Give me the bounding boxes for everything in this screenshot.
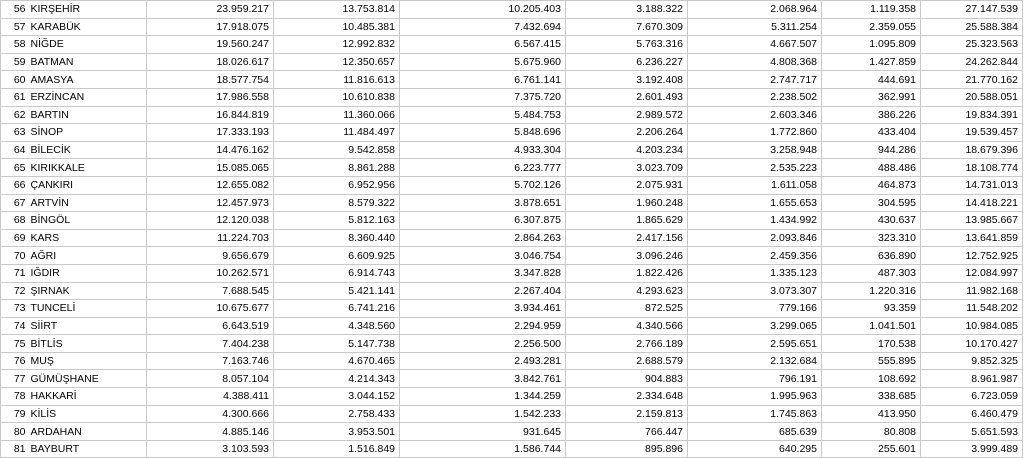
rank-cell[interactable]: 60: [1, 71, 29, 89]
table-row: [1, 370, 1023, 388]
value-cell[interactable]: 895.896: [566, 440, 688, 458]
value-cell[interactable]: 17.918.075: [147, 18, 274, 36]
value-cell[interactable]: 11.816.613: [274, 71, 400, 89]
value-cell[interactable]: 488.486: [822, 159, 921, 177]
value-cell[interactable]: 6.609.925: [274, 247, 400, 265]
value-cell[interactable]: 2.747.717: [688, 71, 822, 89]
province-name-cell[interactable]: NİĞDE: [29, 36, 147, 54]
value-cell[interactable]: 685.639: [688, 423, 822, 441]
table-row: [1, 229, 1023, 247]
rank-cell[interactable]: 65: [1, 159, 29, 177]
value-cell[interactable]: 2.206.264: [566, 124, 688, 142]
rank-cell[interactable]: 70: [1, 247, 29, 265]
value-cell[interactable]: 2.459.356: [688, 247, 822, 265]
value-cell[interactable]: 3.192.408: [566, 71, 688, 89]
value-cell[interactable]: 555.895: [822, 352, 921, 370]
value-cell[interactable]: 6.914.743: [274, 264, 400, 282]
rank-cell[interactable]: 62: [1, 106, 29, 124]
province-name-cell[interactable]: HAKKARİ: [29, 388, 147, 406]
value-cell[interactable]: 1.095.809: [822, 36, 921, 54]
rank-cell[interactable]: 75: [1, 335, 29, 353]
table-row: [1, 194, 1023, 212]
value-cell[interactable]: 5.812.163: [274, 212, 400, 230]
value-cell[interactable]: 3.046.754: [400, 247, 566, 265]
value-cell[interactable]: 11.360.066: [274, 106, 400, 124]
value-cell[interactable]: 12.752.925: [921, 247, 1023, 265]
province-name-cell[interactable]: ÇANKIRI: [29, 176, 147, 194]
table-row: [1, 423, 1023, 441]
value-cell[interactable]: 3.023.709: [566, 159, 688, 177]
value-cell[interactable]: 7.404.238: [147, 335, 274, 353]
value-cell[interactable]: 6.236.227: [566, 53, 688, 71]
value-cell[interactable]: 255.601: [822, 440, 921, 458]
value-cell[interactable]: 11.484.497: [274, 124, 400, 142]
value-cell[interactable]: 4.348.560: [274, 317, 400, 335]
table-row: [1, 159, 1023, 177]
rank-cell[interactable]: 74: [1, 317, 29, 335]
value-cell[interactable]: 9.852.325: [921, 352, 1023, 370]
value-cell[interactable]: 4.340.566: [566, 317, 688, 335]
value-cell[interactable]: 1.960.248: [566, 194, 688, 212]
value-cell[interactable]: 4.203.234: [566, 141, 688, 159]
value-cell[interactable]: 2.267.404: [400, 282, 566, 300]
value-cell[interactable]: 10.485.381: [274, 18, 400, 36]
value-cell[interactable]: 14.476.162: [147, 141, 274, 159]
value-cell[interactable]: 12.120.038: [147, 212, 274, 230]
value-cell[interactable]: 2.595.651: [688, 335, 822, 353]
table-row: [1, 247, 1023, 265]
province-name-cell[interactable]: ARDAHAN: [29, 423, 147, 441]
province-name-cell[interactable]: KIRŞEHİR: [29, 1, 147, 19]
value-cell[interactable]: 2.068.964: [688, 1, 822, 19]
province-name-cell[interactable]: KARS: [29, 229, 147, 247]
province-name-cell[interactable]: ARTVİN: [29, 194, 147, 212]
value-cell[interactable]: 1.516.849: [274, 440, 400, 458]
value-cell[interactable]: 2.535.223: [688, 159, 822, 177]
value-cell[interactable]: 1.772.860: [688, 124, 822, 142]
value-cell[interactable]: 4.933.304: [400, 141, 566, 159]
rank-cell[interactable]: 69: [1, 229, 29, 247]
rank-cell[interactable]: 61: [1, 88, 29, 106]
value-cell[interactable]: 12.992.832: [274, 36, 400, 54]
rank-cell[interactable]: 79: [1, 405, 29, 423]
value-cell[interactable]: 24.262.844: [921, 53, 1023, 71]
value-cell[interactable]: 9.542.858: [274, 141, 400, 159]
province-name-cell[interactable]: IĞDIR: [29, 264, 147, 282]
value-cell[interactable]: 5.147.738: [274, 335, 400, 353]
value-cell[interactable]: 21.770.162: [921, 71, 1023, 89]
value-cell[interactable]: 338.685: [822, 388, 921, 406]
value-cell[interactable]: 8.579.322: [274, 194, 400, 212]
value-cell[interactable]: 464.873: [822, 176, 921, 194]
table-row: [1, 264, 1023, 282]
value-cell[interactable]: 23.959.217: [147, 1, 274, 19]
value-cell[interactable]: 904.883: [566, 370, 688, 388]
rank-cell[interactable]: 77: [1, 370, 29, 388]
value-cell[interactable]: 93.359: [822, 300, 921, 318]
value-cell[interactable]: 10.205.403: [400, 1, 566, 19]
value-cell[interactable]: 8.861.288: [274, 159, 400, 177]
rank-cell[interactable]: 76: [1, 352, 29, 370]
value-cell[interactable]: 7.375.720: [400, 88, 566, 106]
value-cell[interactable]: 304.595: [822, 194, 921, 212]
value-cell[interactable]: 766.447: [566, 423, 688, 441]
province-name-cell[interactable]: ERZİNCAN: [29, 88, 147, 106]
value-cell[interactable]: 2.601.493: [566, 88, 688, 106]
value-cell[interactable]: 14.418.221: [921, 194, 1023, 212]
value-cell[interactable]: 1.822.426: [566, 264, 688, 282]
value-cell[interactable]: 1.745.863: [688, 405, 822, 423]
value-cell[interactable]: 25.323.563: [921, 36, 1023, 54]
value-cell[interactable]: 8.360.440: [274, 229, 400, 247]
table-row: [1, 124, 1023, 142]
value-cell[interactable]: 386.226: [822, 106, 921, 124]
value-cell[interactable]: 19.539.457: [921, 124, 1023, 142]
value-cell[interactable]: 9.656.679: [147, 247, 274, 265]
province-name-cell[interactable]: KİLİS: [29, 405, 147, 423]
value-cell[interactable]: 4.808.368: [688, 53, 822, 71]
value-cell[interactable]: 18.679.396: [921, 141, 1023, 159]
table-row: [1, 53, 1023, 71]
value-cell[interactable]: 3.299.065: [688, 317, 822, 335]
value-cell[interactable]: 931.645: [400, 423, 566, 441]
value-cell[interactable]: 6.460.479: [921, 405, 1023, 423]
value-cell[interactable]: 7.432.694: [400, 18, 566, 36]
value-cell[interactable]: 6.567.415: [400, 36, 566, 54]
value-cell[interactable]: 5.421.141: [274, 282, 400, 300]
table-row: [1, 335, 1023, 353]
value-cell[interactable]: 1.344.259: [400, 388, 566, 406]
value-cell[interactable]: 872.525: [566, 300, 688, 318]
value-cell[interactable]: 6.307.875: [400, 212, 566, 230]
value-cell[interactable]: 4.293.623: [566, 282, 688, 300]
value-cell[interactable]: 19.834.391: [921, 106, 1023, 124]
value-cell[interactable]: 1.655.653: [688, 194, 822, 212]
value-cell[interactable]: 3.103.593: [147, 440, 274, 458]
value-cell[interactable]: 27.147.539: [921, 1, 1023, 19]
value-cell[interactable]: 433.404: [822, 124, 921, 142]
value-cell[interactable]: 8.961.987: [921, 370, 1023, 388]
table-row: [1, 1, 1023, 19]
table-row: [1, 36, 1023, 54]
rank-cell[interactable]: 72: [1, 282, 29, 300]
value-cell[interactable]: 636.890: [822, 247, 921, 265]
province-name-cell[interactable]: SİİRT: [29, 317, 147, 335]
province-name-cell[interactable]: SİNOP: [29, 124, 147, 142]
value-cell[interactable]: 6.223.777: [400, 159, 566, 177]
value-cell[interactable]: 11.224.703: [147, 229, 274, 247]
province-name-cell[interactable]: BİLECİK: [29, 141, 147, 159]
value-cell[interactable]: 8.057.104: [147, 370, 274, 388]
value-cell[interactable]: 1.434.992: [688, 212, 822, 230]
value-cell[interactable]: 413.950: [822, 405, 921, 423]
province-name-cell[interactable]: BİNGÖL: [29, 212, 147, 230]
value-cell[interactable]: 1.586.744: [400, 440, 566, 458]
value-cell[interactable]: 18.108.774: [921, 159, 1023, 177]
value-cell[interactable]: 1.220.316: [822, 282, 921, 300]
value-cell[interactable]: 10.675.677: [147, 300, 274, 318]
value-cell[interactable]: 5.848.696: [400, 124, 566, 142]
value-cell[interactable]: 4.885.146: [147, 423, 274, 441]
value-cell[interactable]: 1.427.859: [822, 53, 921, 71]
value-cell[interactable]: 6.952.956: [274, 176, 400, 194]
table-row: [1, 212, 1023, 230]
province-name-cell[interactable]: BATMAN: [29, 53, 147, 71]
value-cell[interactable]: 10.610.838: [274, 88, 400, 106]
value-cell[interactable]: 362.991: [822, 88, 921, 106]
value-cell[interactable]: 4.388.411: [147, 388, 274, 406]
rank-cell[interactable]: 64: [1, 141, 29, 159]
table-row: [1, 176, 1023, 194]
value-cell[interactable]: 18.577.754: [147, 71, 274, 89]
value-cell[interactable]: 108.692: [822, 370, 921, 388]
province-name-cell[interactable]: TUNCELİ: [29, 300, 147, 318]
value-cell[interactable]: 323.310: [822, 229, 921, 247]
rank-cell[interactable]: 59: [1, 53, 29, 71]
value-cell[interactable]: 640.295: [688, 440, 822, 458]
table-body: [1, 1, 1023, 458]
value-cell[interactable]: 5.675.960: [400, 53, 566, 71]
value-cell[interactable]: 3.999.489: [921, 440, 1023, 458]
rank-cell[interactable]: 66: [1, 176, 29, 194]
value-cell[interactable]: 7.670.309: [566, 18, 688, 36]
value-cell[interactable]: 25.588.384: [921, 18, 1023, 36]
value-cell[interactable]: 2.359.055: [822, 18, 921, 36]
value-cell[interactable]: 2.603.346: [688, 106, 822, 124]
value-cell[interactable]: 2.256.500: [400, 335, 566, 353]
table-row: [1, 440, 1023, 458]
table-row: [1, 300, 1023, 318]
value-cell[interactable]: 5.484.753: [400, 106, 566, 124]
value-cell[interactable]: 17.986.558: [147, 88, 274, 106]
value-cell[interactable]: 17.333.193: [147, 124, 274, 142]
rank-cell[interactable]: 71: [1, 264, 29, 282]
value-cell[interactable]: 2.766.189: [566, 335, 688, 353]
value-cell[interactable]: 13.985.667: [921, 212, 1023, 230]
value-cell[interactable]: 6.761.141: [400, 71, 566, 89]
rank-cell[interactable]: 68: [1, 212, 29, 230]
value-cell[interactable]: 1.119.358: [822, 1, 921, 19]
province-name-cell[interactable]: BİTLİS: [29, 335, 147, 353]
value-cell[interactable]: 12.457.973: [147, 194, 274, 212]
table-row: [1, 317, 1023, 335]
province-name-cell[interactable]: ŞIRNAK: [29, 282, 147, 300]
province-name-cell[interactable]: KIRIKKALE: [29, 159, 147, 177]
value-cell[interactable]: 430.637: [822, 212, 921, 230]
table-row: [1, 71, 1023, 89]
value-cell[interactable]: 6.643.519: [147, 317, 274, 335]
rank-cell[interactable]: 81: [1, 440, 29, 458]
value-cell[interactable]: 3.096.246: [566, 247, 688, 265]
value-cell[interactable]: 5.311.254: [688, 18, 822, 36]
value-cell[interactable]: 779.166: [688, 300, 822, 318]
table-row: [1, 405, 1023, 423]
province-name-cell[interactable]: AMASYA: [29, 71, 147, 89]
rank-cell[interactable]: 57: [1, 18, 29, 36]
value-cell[interactable]: 796.191: [688, 370, 822, 388]
value-cell[interactable]: 11.548.202: [921, 300, 1023, 318]
province-name-cell[interactable]: KARABÜK: [29, 18, 147, 36]
table-row: [1, 88, 1023, 106]
value-cell[interactable]: 3.953.501: [274, 423, 400, 441]
value-cell[interactable]: 3.188.322: [566, 1, 688, 19]
value-cell[interactable]: 444.691: [822, 71, 921, 89]
value-cell[interactable]: 11.982.168: [921, 282, 1023, 300]
table-row: [1, 388, 1023, 406]
value-cell[interactable]: 5.651.593: [921, 423, 1023, 441]
value-cell[interactable]: 2.238.502: [688, 88, 822, 106]
value-cell[interactable]: 487.303: [822, 264, 921, 282]
table-row: [1, 18, 1023, 36]
value-cell[interactable]: 2.758.433: [274, 405, 400, 423]
value-cell[interactable]: 10.170.427: [921, 335, 1023, 353]
value-cell[interactable]: 2.688.579: [566, 352, 688, 370]
table-row: [1, 352, 1023, 370]
province-name-cell[interactable]: BARTIN: [29, 106, 147, 124]
rank-cell[interactable]: 80: [1, 423, 29, 441]
value-cell[interactable]: 7.688.545: [147, 282, 274, 300]
value-cell[interactable]: 20.588.051: [921, 88, 1023, 106]
value-cell[interactable]: 3.347.828: [400, 264, 566, 282]
province-name-cell[interactable]: GÜMÜŞHANE: [29, 370, 147, 388]
rank-cell[interactable]: 63: [1, 124, 29, 142]
value-cell[interactable]: 1.995.963: [688, 388, 822, 406]
value-cell[interactable]: 4.667.507: [688, 36, 822, 54]
value-cell[interactable]: 5.702.126: [400, 176, 566, 194]
value-cell[interactable]: 4.300.666: [147, 405, 274, 423]
rank-cell[interactable]: 78: [1, 388, 29, 406]
value-cell[interactable]: 4.670.465: [274, 352, 400, 370]
rank-cell[interactable]: 73: [1, 300, 29, 318]
value-cell[interactable]: 6.741.216: [274, 300, 400, 318]
province-name-cell[interactable]: MUŞ: [29, 352, 147, 370]
value-cell[interactable]: 16.844.819: [147, 106, 274, 124]
value-cell[interactable]: 3.044.152: [274, 388, 400, 406]
rank-cell[interactable]: 56: [1, 1, 29, 19]
value-cell[interactable]: 10.984.085: [921, 317, 1023, 335]
value-cell[interactable]: 19.560.247: [147, 36, 274, 54]
value-cell[interactable]: 2.294.959: [400, 317, 566, 335]
value-cell[interactable]: 1.865.629: [566, 212, 688, 230]
value-cell[interactable]: 3.258.948: [688, 141, 822, 159]
value-cell[interactable]: 1.041.501: [822, 317, 921, 335]
value-cell[interactable]: 2.132.684: [688, 352, 822, 370]
value-cell[interactable]: 2.493.281: [400, 352, 566, 370]
value-cell[interactable]: 2.864.263: [400, 229, 566, 247]
value-cell[interactable]: 18.026.617: [147, 53, 274, 71]
table-row: [1, 282, 1023, 300]
province-name-cell[interactable]: BAYBURT: [29, 440, 147, 458]
value-cell[interactable]: 2.989.572: [566, 106, 688, 124]
value-cell[interactable]: 1.335.123: [688, 264, 822, 282]
value-cell[interactable]: 15.085.065: [147, 159, 274, 177]
value-cell[interactable]: 10.262.571: [147, 264, 274, 282]
value-cell[interactable]: 3.878.651: [400, 194, 566, 212]
value-cell[interactable]: 5.763.316: [566, 36, 688, 54]
value-cell[interactable]: 12.655.082: [147, 176, 274, 194]
rank-cell[interactable]: 67: [1, 194, 29, 212]
value-cell[interactable]: 13.753.814: [274, 1, 400, 19]
value-cell[interactable]: 7.163.746: [147, 352, 274, 370]
value-cell[interactable]: 80.808: [822, 423, 921, 441]
value-cell[interactable]: 1.542.233: [400, 405, 566, 423]
value-cell[interactable]: 2.159.813: [566, 405, 688, 423]
value-cell[interactable]: 12.350.657: [274, 53, 400, 71]
value-cell[interactable]: 170.538: [822, 335, 921, 353]
value-cell[interactable]: 2.075.931: [566, 176, 688, 194]
table-row: [1, 141, 1023, 159]
value-cell[interactable]: 944.286: [822, 141, 921, 159]
value-cell[interactable]: 2.093.846: [688, 229, 822, 247]
value-cell[interactable]: 4.214.343: [274, 370, 400, 388]
value-cell[interactable]: 3.073.307: [688, 282, 822, 300]
value-cell[interactable]: 3.934.461: [400, 300, 566, 318]
value-cell[interactable]: 2.417.156: [566, 229, 688, 247]
value-cell[interactable]: 3.842.761: [400, 370, 566, 388]
province-name-cell[interactable]: AĞRI: [29, 247, 147, 265]
value-cell[interactable]: 12.084.997: [921, 264, 1023, 282]
value-cell[interactable]: 13.641.859: [921, 229, 1023, 247]
value-cell[interactable]: 2.334.648: [566, 388, 688, 406]
value-cell[interactable]: 14.731.013: [921, 176, 1023, 194]
table-row: [1, 106, 1023, 124]
value-cell[interactable]: 1.611.058: [688, 176, 822, 194]
rank-cell[interactable]: 58: [1, 36, 29, 54]
value-cell[interactable]: 6.723.059: [921, 388, 1023, 406]
